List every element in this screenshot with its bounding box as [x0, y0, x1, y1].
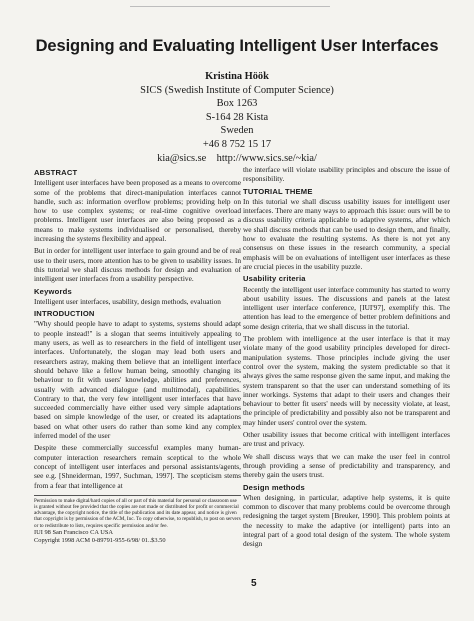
tutorial-heading: TUTORIAL THEME: [243, 186, 313, 196]
author-name: Kristina Höök: [205, 71, 269, 82]
usability-paragraph-1: Recently the intelligent user interface community has started to worry about usability issues. The discussions and panels at the latest intelligent user interface conference, [IUI'97], exemplify this. The attention has lead to the emergence of better problem definitions and some design criteria, that we shall discuss in the tutorial.: [243, 284, 450, 331]
author-country: Sweden: [220, 125, 254, 137]
right-column: [243, 165, 450, 552]
author-contact: kia@sics.se http://www.sics.se/~kia/: [157, 152, 317, 164]
continued-paragraph: the interface will violate usability principles and obscure the issue of responsibility.: [243, 165, 450, 184]
left-column: [34, 165, 241, 544]
author-phone: +46 8 752 15 17: [202, 138, 272, 150]
copyright-notice: [34, 495, 241, 545]
scan-edge-line: [130, 6, 330, 7]
author-affiliation: SICS (Swedish Institute of Computer Science): [140, 84, 334, 96]
tutorial-paragraph: In this tutorial we shall discuss usability issues for intelligent user interfaces. There are many ways to approach this issue: ours will be to discuss usability criteria applicable to adaptive systems, after which we shall discuss methods that can be used to design them, and finally, how to evaluate the resulting systems. As there is not yet any consensus on these issues in the research community, a special emphasis will be on evaluations of intelligent user interfaces as these are crucial pieces in the usability puzzle.: [243, 196, 450, 271]
abstract-paragraph-2: But in order for intelligent user interface to gain ground and be of real use to their users, more attention has to be given to usability issues. In this tutorial we shall discuss methods for design and evaluation of intelligent user interfaces from a usability perspective.: [34, 246, 241, 284]
usability-paragraph-4: We shall discuss ways that we can make the user feel in control through providing a sense of predictability and transparency, and thereby gain the users trust.: [243, 451, 450, 480]
abstract-heading: ABSTRACT: [34, 168, 78, 177]
abstract-paragraph-1: Intelligent user interfaces have been proposed as a means to overcome some of the problems that direct-manipulation interfaces cannot handle, such as: information overflow problems; providing help on how to use complex systems; or real-time cognitive overload problems. Intelligent user interfaces are also being proposed as a means to make systems individualised or personalised, thereby increasing the systems flexibility and appeal.: [34, 178, 241, 244]
author-city: S-164 28 Kista: [205, 111, 269, 123]
keywords-text: Intelligent user interfaces, usability, design methods, evaluation: [34, 296, 221, 306]
copyright-line: Copyright 1998 ACM 0-89791-955-6/98/ 01..$3.50: [34, 536, 166, 544]
usability-paragraph-3: Other usability issues that become critical with intelligent interfaces are trust and privacy.: [243, 430, 450, 449]
usability-paragraph-2: The problem with intelligence at the user interface is that it may violate many of the good usability principles developed for direct-manipulation systems. Those principles include giving the user control over the system, making the system predictable so that it always gives the same response given the same input, and making the system transparent so that the user can understand something of its inner workings. Systems that adapt to their users and changes their behaviour to better fit users' needs will by necessity violate, at least, the principle of predictability and possibly also not be transparent and may hinder users' control over the system.: [243, 334, 450, 427]
copyright-conference: IUI 98 San Francisco CA USA: [34, 528, 113, 536]
author-block: [0, 70, 474, 165]
keywords-heading: Keywords: [34, 286, 72, 296]
page-number: 5: [251, 578, 257, 589]
usability-heading: Usability criteria: [243, 274, 306, 284]
copyright-permission: Permission to make digital/hard copies of all or part of this material for personal or classroom use is granted without fee provided that the copies are not made or distributed for profit or commercial advantage, the copyright notice, the title of the publication and its date appear, and notice is given that copyright is by permission of the ACM, Inc. To copy otherwise, to republish, to post on servers or to redistribute to lists, requires specific permission and/or fee.: [34, 497, 241, 529]
design-paragraph: When designing, in particular, adaptive help systems, it is quite common to discover that many problems could be overcome through redesigning the target system [Breuker, 1990]. This problem points at the necessity to make the adaptive (or intelligent) parts into an integral part of a good total design of the system. The whole system design: [243, 492, 450, 549]
author-box: Box 1263: [216, 98, 258, 110]
design-heading: Design methods: [243, 482, 305, 492]
introduction-paragraph-1: "Why should people have to adapt to systems, systems should adapt to people instead!" is a slogan that seems intuitively appealing to many users, as well as to researchers in the field of intelligent user interfaces. Unfortunately, the slogan may lead both users and researchers astray, making them believe that an intelligent interface should behave like a fellow human being, smoothly changing its behaviour to fit with users' knowledge, abilities and preferences, usually with advanced dialogue (and multimodal), capabilities. Contrary to that, the very few intelligent user interfaces that have succeeded commercially have either used very simple adaptations based on simple knowledge of the user, or created its adaptations based on what other users do rather than some kind any complex inferred model of the user: [34, 319, 241, 441]
introduction-paragraph-2: Despite these commercially successful examples many human-computer interaction researchers remain sceptical to the whole concept of intelligent user interfaces and personal assistants/agents, see e.g. [Shneiderman, 1997, Suchman, 1997]. The scepticism stems from a fear that intelligence at: [34, 443, 241, 490]
introduction-heading: INTRODUCTION: [34, 309, 95, 319]
paper-title: Designing and Evaluating Intelligent User Interfaces: [35, 37, 439, 55]
